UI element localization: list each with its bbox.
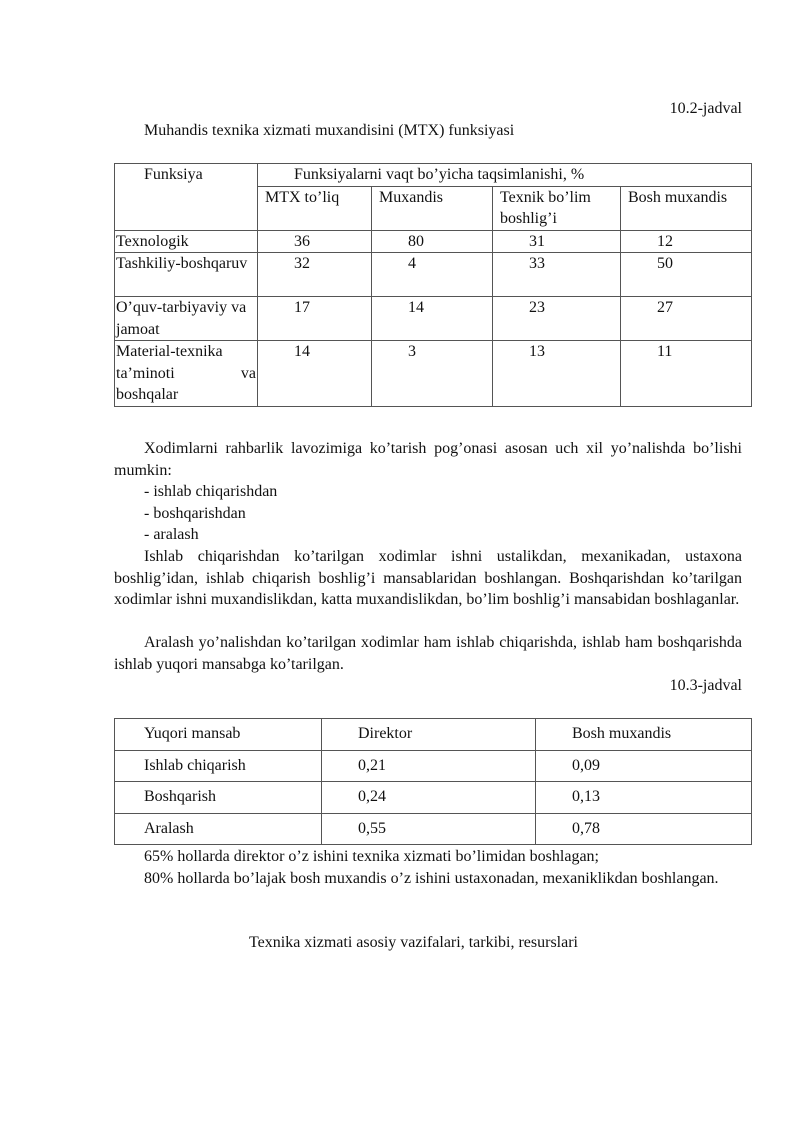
row-label: Aralash bbox=[115, 813, 322, 845]
cell-value: 4 bbox=[372, 253, 493, 297]
cell-value: 14 bbox=[372, 297, 493, 341]
cell-value: 0,24 bbox=[322, 782, 536, 814]
row-label: Material-texnika ta’minoti va boshqalar bbox=[115, 341, 258, 407]
cell-value: 27 bbox=[621, 297, 752, 341]
subheader-texnik-bolim: Texnik bo’lim boshlig’i bbox=[493, 186, 621, 230]
header-cell: Bosh muxandis bbox=[536, 719, 752, 751]
cell-value: 0,13 bbox=[536, 782, 752, 814]
cell-value: 0,78 bbox=[536, 813, 752, 845]
cell-value: 3 bbox=[372, 341, 493, 407]
cell-value: 14 bbox=[258, 341, 372, 407]
subheader-bosh-muxandis: Bosh muxandis bbox=[621, 186, 752, 230]
table-row bbox=[115, 813, 752, 845]
cell-value: 13 bbox=[493, 341, 621, 407]
senior-position-table bbox=[114, 718, 752, 845]
cell-value: 11 bbox=[621, 341, 752, 407]
row-label: Ishlab chiqarish bbox=[115, 750, 322, 782]
paragraph-director-stat: 65% hollarda direktor o’z ishini texnika xizmati bo’limidan boshlagan; bbox=[144, 848, 599, 865]
cell-value: 50 bbox=[621, 253, 752, 297]
cell-value: 32 bbox=[258, 253, 372, 297]
row-label: Boshqarish bbox=[115, 782, 322, 814]
cell-value: 80 bbox=[372, 230, 493, 253]
list-item: - ishlab chiqarishdan bbox=[144, 483, 278, 500]
cell-value: 23 bbox=[493, 297, 621, 341]
cell-value: 33 bbox=[493, 253, 621, 297]
cell-value: 0,09 bbox=[536, 750, 752, 782]
header-cell: Yuqori mansab bbox=[115, 719, 322, 751]
row-label: Tashkiliy-boshqaruv bbox=[115, 253, 258, 297]
header-cell: Direktor bbox=[322, 719, 536, 751]
header-cell-time-distribution: Funksiyalarni vaqt bo’yicha taqsimlanishi, % bbox=[258, 164, 752, 187]
table-row bbox=[115, 253, 752, 297]
cell-value: 0,21 bbox=[322, 750, 536, 782]
cell-value: 12 bbox=[621, 230, 752, 253]
paragraph-mixed-path: Aralash yo’nalishdan ko’tarilgan xodimlar ham ishlab chiqarishda, ishlab ham boshqarishda ishlab yuqori mansabga ko’tarilgan. bbox=[114, 634, 742, 673]
section-heading: Texnika xizmati asosiy vazifalari, tarkibi, resurslari bbox=[249, 934, 578, 951]
header-cell-function: Funksiya bbox=[115, 164, 258, 231]
table-row bbox=[115, 341, 752, 407]
table-2-label: 10.3-jadval bbox=[669, 677, 742, 694]
cell-value: 31 bbox=[493, 230, 621, 253]
cell-value: 17 bbox=[258, 297, 372, 341]
cell-value: 0,55 bbox=[322, 813, 536, 845]
table-1-label: 10.2-jadval bbox=[669, 100, 742, 117]
table-header-row bbox=[115, 164, 752, 187]
table-row bbox=[115, 297, 752, 341]
table-row bbox=[115, 750, 752, 782]
list-item: - boshqarishdan bbox=[144, 505, 246, 522]
paragraph-promotion-intro: Xodimlarni rahbarlik lavozimiga ko’tarish pog’onasi asosan uch xil yo’nalishda bo’lishi mumkin: bbox=[114, 440, 742, 479]
list-item: - aralash bbox=[144, 526, 199, 543]
table-1-title: Muhandis texnika xizmati muxandisini (MTX) funksiyasi bbox=[144, 122, 515, 139]
table-header-row bbox=[115, 719, 752, 751]
function-distribution-table bbox=[114, 163, 752, 407]
paragraph-promotion-paths: Ishlab chiqarishdan ko’tarilgan xodimlar ishni ustalikdan, mexanikadan, ustaxona boshlig’idan, ishlab chiqarish boshlig’i mansablaridan boshlangan. Boshqarishdan ko’tarilgan xodimlar ishni muxandislikdan, katta muxandislikdan, bo’lim boshlig’i mansabidan boshlaganlar. bbox=[114, 548, 742, 608]
subheader-muxandis: Muxandis bbox=[372, 186, 493, 230]
table-row bbox=[115, 782, 752, 814]
subheader-mtx: MTX to’liq bbox=[258, 186, 372, 230]
table-row bbox=[115, 230, 752, 253]
cell-value: 36 bbox=[258, 230, 372, 253]
row-label: Texnologik bbox=[115, 230, 258, 253]
row-label: O’quv-tarbiyaviy va jamoat bbox=[115, 297, 258, 341]
paragraph-chief-engineer-stat: 80% hollarda bo’lajak bosh muxandis o’z ishini ustaxonadan, mexaniklikdan boshlangan. bbox=[144, 870, 719, 887]
